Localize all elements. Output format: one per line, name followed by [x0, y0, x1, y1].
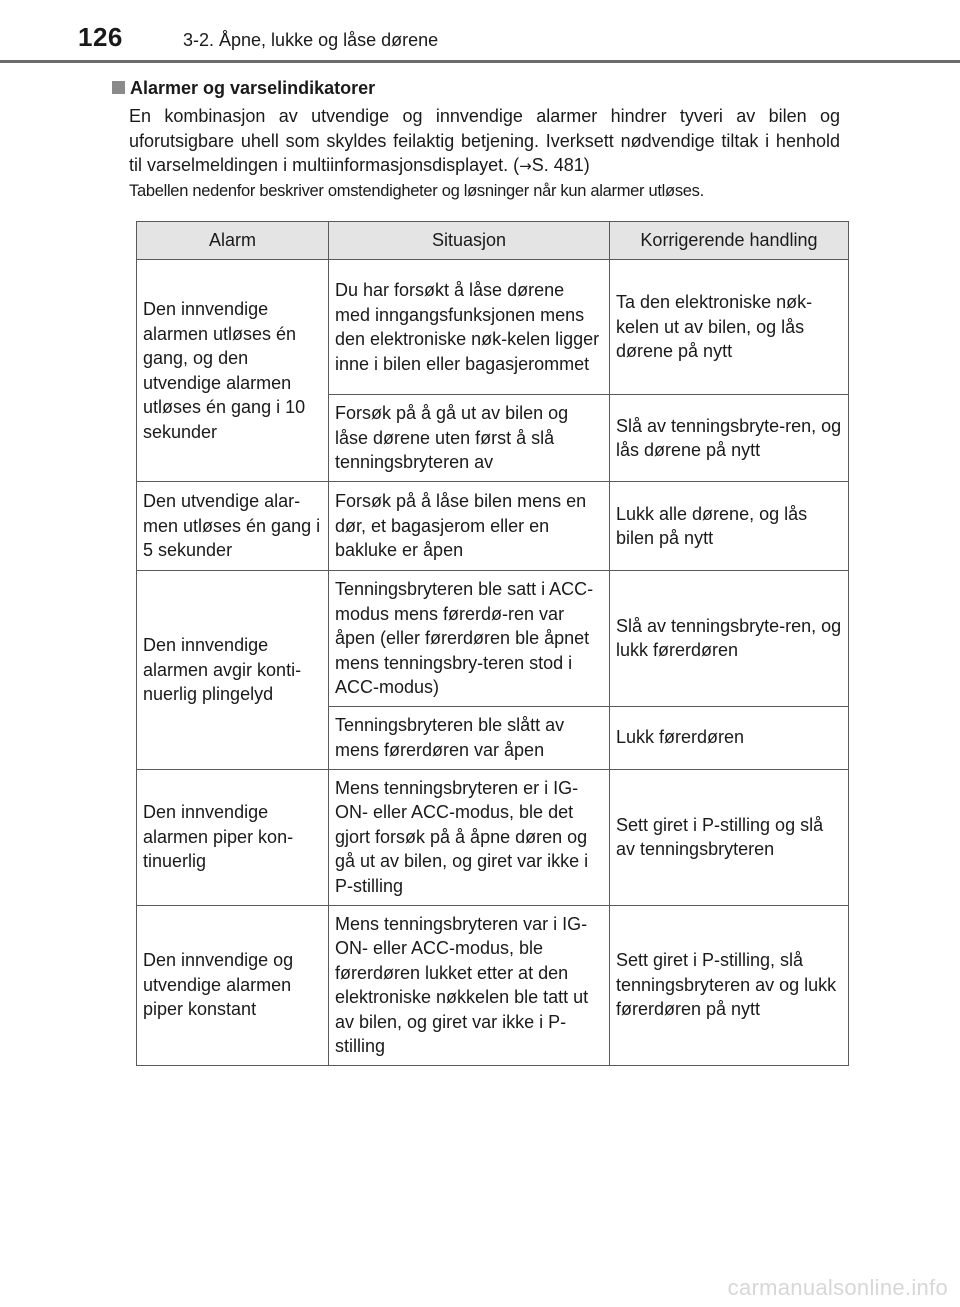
intro-text: En kombinasjon av utvendige og innvendige alarmer hindrer tyveri av bilen og uforutsigbare uhell som skyldes feilaktig betjening. Iverksett nødvendige tiltak i henhold til varselmeldingen i multiinformasjonsdisplayet. ( [129, 106, 840, 175]
watermark: carmanualsonline.info [727, 1275, 948, 1300]
table-header-row [137, 222, 849, 260]
situation-cell: Du har forsøkt å låse dørene med inngangsfunksjonen mens den elektroniske nøk-kelen ligger inne i bilen eller bagasjerommet [329, 260, 610, 395]
table-row [137, 571, 849, 707]
alarm-cell: Den innvendige alarmen avgir konti-nuerlig plingelyd [137, 571, 329, 770]
intro-paragraph [129, 104, 840, 179]
action-cell: Ta den elektroniske nøk-kelen ut av bilen, og lås dørene på nytt [610, 260, 849, 395]
table-note: Tabellen nedenfor beskriver omstendigheter og løsninger når kun alarmer utløses. [129, 182, 704, 200]
alarm-cell: Den innvendige og utvendige alarmen piper konstant [137, 905, 329, 1065]
table-row [137, 482, 849, 571]
action-cell: Slå av tenningsbryte-ren, og lukk førerdøren [610, 571, 849, 707]
alarm-cell: Den utvendige alar-men utløses én gang i 5 sekunder [137, 482, 329, 571]
action-cell: Sett giret i P-stilling, slå tenningsbryteren av og lukk førerdøren på nytt [610, 905, 849, 1065]
action-cell: Lukk førerdøren [610, 706, 849, 769]
alarm-table [136, 221, 849, 1066]
table-row [137, 260, 849, 395]
column-header-alarm: Alarm [137, 222, 329, 260]
column-header-situation: Situasjon [329, 222, 610, 260]
section-heading-text: Alarmer og varselindikatorer [130, 78, 376, 98]
situation-cell: Mens tenningsbryteren er i IG-ON- eller ACC-modus, ble det gjort forsøk på å åpne døren og gå ut av bilen, og giret var ikke i P-stilling [329, 769, 610, 905]
page-number: 126 [78, 22, 123, 52]
table-row [137, 905, 849, 1065]
section-title: 3-2. Åpne, lukke og låse dørene [183, 30, 439, 50]
square-bullet-icon [112, 81, 125, 94]
action-cell: Slå av tenningsbryte-ren, og lås dørene på nytt [610, 395, 849, 482]
situation-cell: Mens tenningsbryteren var i IG-ON- eller ACC-modus, ble førerdøren lukket etter at den elektroniske nøkkelen ble tatt ut av bilen, og giret var ikke i P-stilling [329, 905, 610, 1065]
page-header [0, 0, 960, 62]
page-reference: S. 481) [531, 155, 590, 175]
situation-cell: Tenningsbryteren ble satt i ACC-modus mens førerdø-ren var åpen (eller førerdøren ble åpnet mens tenningsbry-teren stod i ACC-modus) [329, 571, 610, 707]
arrow-right-icon: → [519, 157, 532, 175]
situation-cell: Tenningsbryteren ble slått av mens førerdøren var åpen [329, 706, 610, 769]
situation-cell: Forsøk på å gå ut av bilen og låse dørene uten først å slå tenningsbryteren av [329, 395, 610, 482]
situation-cell: Forsøk på å låse bilen mens en dør, et bagasjerom eller en bakluke er åpen [329, 482, 610, 571]
section-heading [112, 78, 375, 99]
column-header-action: Korrigerende handling [610, 222, 849, 260]
action-cell: Lukk alle dørene, og lås bilen på nytt [610, 482, 849, 571]
action-cell: Sett giret i P-stilling og slå av tenningsbryteren [610, 769, 849, 905]
alarm-cell: Den innvendige alarmen utløses én gang, og den utvendige alarmen utløses én gang i 10 sekunder [137, 260, 329, 482]
header-divider [0, 60, 960, 63]
table-row [137, 769, 849, 905]
alarm-cell: Den innvendige alarmen piper kon-tinuerlig [137, 769, 329, 905]
